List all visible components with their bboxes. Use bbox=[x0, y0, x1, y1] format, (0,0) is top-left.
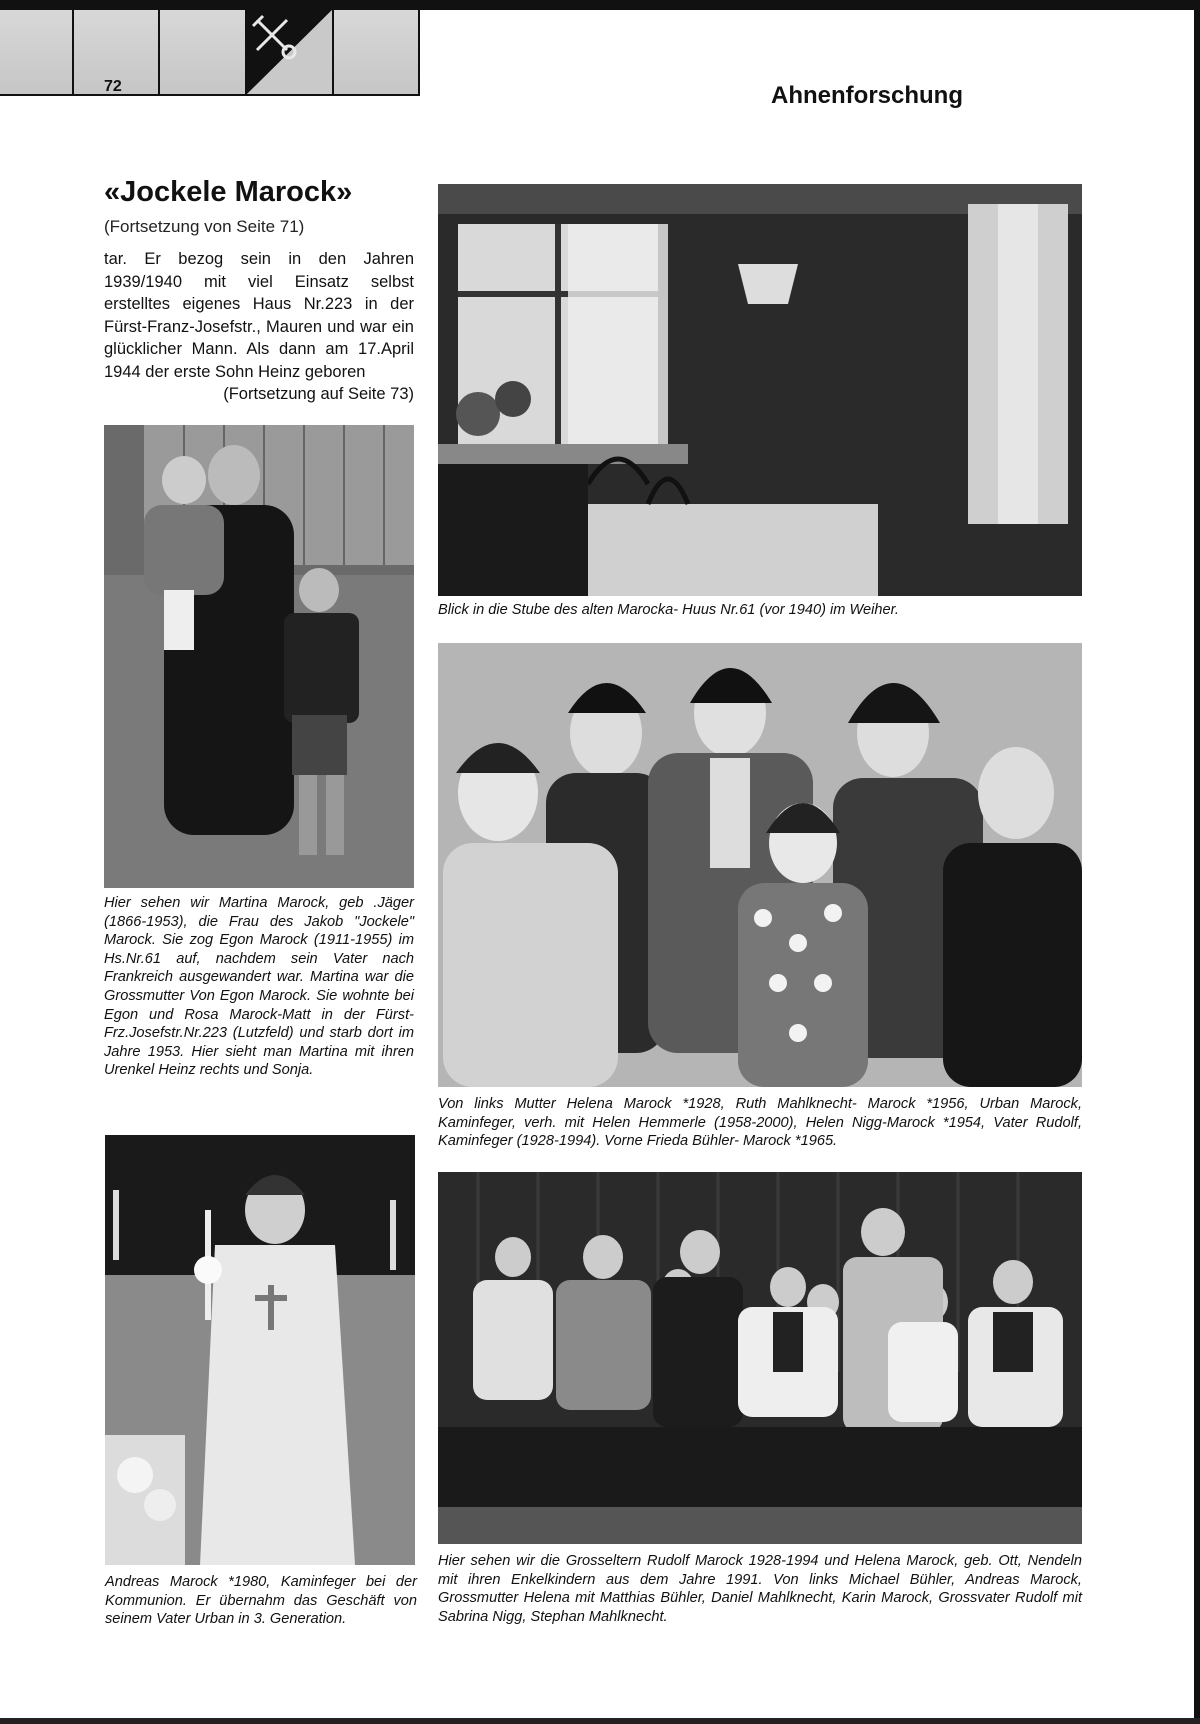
header-logo-tab bbox=[247, 10, 334, 96]
photo-martina-marock bbox=[104, 425, 414, 888]
photo-old-room bbox=[438, 184, 1082, 596]
scan-border-top bbox=[0, 0, 1200, 10]
header-tab bbox=[160, 10, 247, 96]
photo-grandparents-grandchildren bbox=[438, 1172, 1082, 1544]
header-tabs bbox=[0, 10, 420, 96]
caption-grandparents-grandchildren: Hier sehen wir die Grosseltern Rudolf Marock 1928-1994 und Helena Marock, geb. Ott, Nendeln mit ihren Enkelkindern aus dem Jahre 1991. Von links Michael Bühler, Andreas Marock, Grossmutter Helena mit Matthias Bühler, Daniel Mahlknecht, Karin Marock, Grossvater Rudolf mit Sabrina Nigg, Stephan Mahlknecht. bbox=[438, 1553, 1082, 1625]
caption-family-portrait: Von links Mutter Helena Marock *1928, Ruth Mahlknecht- Marock *1956, Urban Marock, Kaminfeger, verh. mit Helen Hemmerle (1958-2000), Helen Nigg-Marock *1954, Vater Rudolf, Kaminfeger (1928-1994). Vorne Frieda Bühler- Marock *1965. bbox=[438, 1096, 1082, 1150]
page-number: 72 bbox=[104, 78, 122, 95]
header-tab bbox=[334, 10, 420, 96]
section-title: Ahnenforschung bbox=[771, 82, 963, 109]
scan-border-bottom bbox=[0, 1718, 1200, 1724]
photo-family-portrait bbox=[438, 643, 1082, 1087]
continued-from-note: (Fortsetzung von Seite 71) bbox=[104, 217, 305, 236]
caption-martina-marock: Hier sehen wir Martina Marock, geb .Jäger (1866-1953), die Frau des Jakob "Jockele" Marock. Sie zog Egon Marock (1911-1955) im Hs.Nr.61 auf, nachdem sein Vater nach Frankreich ausgewandert war. Martina war die Grossmutter Von Egon Marock. Sie wohnte bei Egon und Rosa Marock-Matt in der Fürst-Frz.Josefstr.Nr.223 (Lutzfeld) und starb dort im Jahre 1953. Hier sieht man Martina mit ihren Urenkel Heinz rechts und Sonja. bbox=[104, 895, 414, 1079]
caption-old-room: Blick in die Stube des alten Marocka- Huus Nr.61 (vor 1940) im Weiher. bbox=[438, 602, 899, 618]
scan-border-right bbox=[1194, 0, 1200, 1724]
article-body bbox=[104, 248, 414, 406]
continued-on-note: (Fortsetzung auf Seite 73) bbox=[223, 385, 414, 403]
sweep-tools-logo-icon bbox=[247, 10, 332, 94]
article-title: «Jockele Marock» bbox=[104, 176, 353, 208]
article-body-text: tar. Er bezog sein in den Jahren 1939/1940 mit viel Einsatz selbst erstelltes eigenes Haus Nr.223 in der Fürst-Franz-Josefstr., Mauren und war ein glücklicher Mann. Als dann am 17.April 1944 der erste Sohn Heinz geboren bbox=[104, 250, 414, 381]
caption-andreas-communion: Andreas Marock *1980, Kaminfeger bei der Kommunion. Er übernahm das Geschäft von seinem Vater Urban in 3. Generation. bbox=[105, 1574, 417, 1628]
photo-andreas-communion bbox=[105, 1135, 415, 1565]
header-tab bbox=[0, 10, 74, 96]
